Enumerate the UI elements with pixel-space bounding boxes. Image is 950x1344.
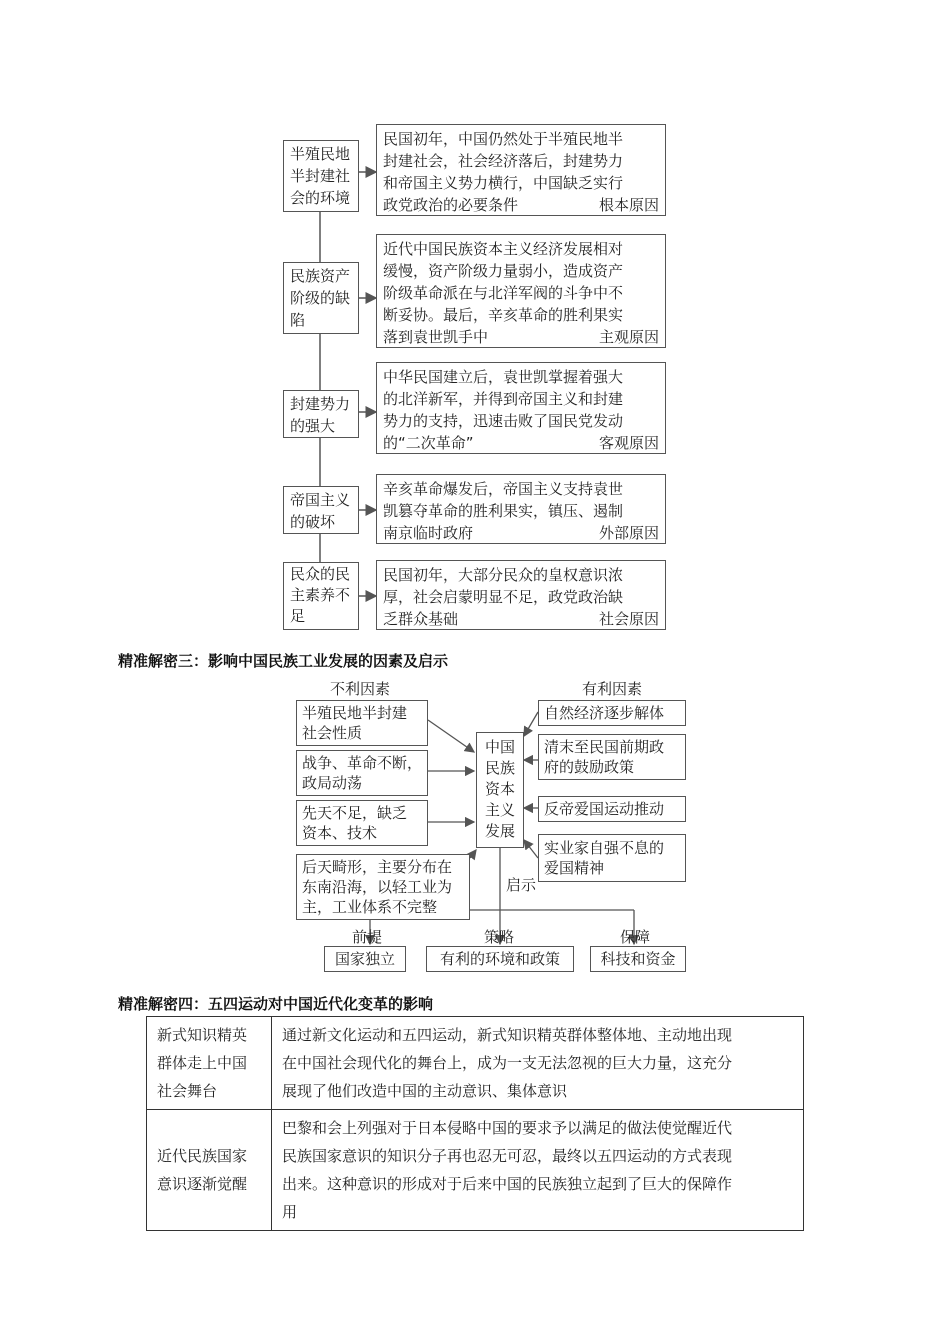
- cause-label-2: 民族资产 阶级的缺 陷: [283, 262, 359, 334]
- cause-label-5: 民众的民 主素养不 足: [283, 562, 359, 630]
- row-content: 巴黎和会上列强对于日本侵略中国的要求予以满足的做法使觉醒近代 民族国家意识的知识分子再也忍无可忍，最终以五四运动的方式表现 出来。这种意识的形成对于后来中国的民族独立起到了巨大的保障作 用: [272, 1110, 804, 1231]
- row-title: 新式知识精英 群体走上中国 社会舞台: [147, 1017, 272, 1110]
- branch-result-2: 有利的环境和政策: [426, 946, 574, 972]
- cause-label-4: 帝国主义 的破坏: [283, 486, 359, 534]
- cause-last-3: 的“二次革命”: [383, 434, 474, 452]
- impact-table: [146, 1016, 804, 1231]
- cause-desc-4: 辛亥革命爆发后，帝国主义支持袁世 凯篡夺革命的胜利果实，镇压、遏制 南京临时政府 外部原因: [376, 474, 666, 544]
- favorable-item: 实业家自强不息的 爱国精神: [538, 834, 686, 882]
- favorable-item: 反帝爱国运动推动: [538, 796, 686, 822]
- cause-last-1: 政党政治的必要条件: [383, 196, 519, 214]
- cause-label-3: 封建势力 的强大: [283, 390, 359, 438]
- cause-desc-5: 民国初年，大部分民众的皇权意识浓 厚，社会启蒙明显不足，政党政治缺 乏群众基础 社会原因: [376, 560, 666, 630]
- cause-desc-1: 民国初年，中国仍然处于半殖民地半 封建社会，社会经济落后，封建势力 和帝国主义势力横行，中国缺乏实行 政党政治的必要条件 根本原因: [376, 124, 666, 216]
- cause-last-4: 南京临时政府: [383, 524, 474, 542]
- cause-result-4: 外部原因: [598, 524, 659, 542]
- branch-result-3: 科技和资金: [590, 946, 686, 972]
- section4-heading: 精准解密四：五四运动对中国近代化变革的影响: [118, 995, 434, 1013]
- table-row: [147, 1110, 804, 1231]
- cause-last-2: 落到袁世凯手中: [383, 328, 489, 346]
- row-content: 通过新文化运动和五四运动，新式知识精英群体整体地、主动地出现 在中国社会现代化的舞台上，成为一支无法忽视的巨大力量，这充分 展现了他们改造中国的主动意识、集体意识: [272, 1017, 804, 1110]
- cause-result-1: 根本原因: [598, 196, 659, 214]
- center-box: 中国 民族 资本 主义 发展: [476, 732, 524, 848]
- cause-result-3: 客观原因: [598, 434, 659, 452]
- unfavorable-item: 战争、革命不断， 政局动荡: [296, 750, 428, 796]
- cause-desc-2: 近代中国民族资本主义经济发展相对 缓慢，资产阶级力量弱小，造成资产 阶级革命派在与北洋军阀的斗争中不 断妥协。最后，辛亥革命的胜利果实 落到袁世凯手中 主观原因: [376, 234, 666, 348]
- branch-label-1: 前提: [352, 928, 383, 946]
- unfavorable-item: 后天畸形，主要分布在 东南沿海，以轻工业为 主，工业体系不完整: [296, 854, 470, 920]
- cause-last-5: 乏群众基础: [383, 610, 459, 628]
- favorable-item: 自然经济逐步解体: [538, 700, 686, 726]
- branch-label-3: 保障: [620, 928, 651, 946]
- branch-result-1: 国家独立: [324, 946, 406, 972]
- favorable-title: 有利因素: [582, 680, 643, 698]
- cause-result-5: 社会原因: [598, 610, 659, 628]
- unfavorable-title: 不利因素: [330, 680, 391, 698]
- unfavorable-item: 半殖民地半封建 社会性质: [296, 700, 428, 746]
- unfavorable-item: 先天不足，缺乏 资本、技术: [296, 800, 428, 846]
- cause-desc-3: 中华民国建立后，袁世凯掌握着强大 的北洋新军，并得到帝国主义和封建 势力的支持，迅速击败了国民党发动 的“二次革命” 客观原因: [376, 362, 666, 454]
- row-title: 近代民族国家 意识逐渐觉醒: [147, 1110, 272, 1231]
- section3-heading: 精准解密三：影响中国民族工业发展的因素及启示: [118, 652, 449, 670]
- enlightenment-label: 启示: [506, 876, 537, 894]
- cause-result-2: 主观原因: [598, 328, 659, 346]
- branch-label-2: 策略: [484, 928, 515, 946]
- table-row: [147, 1017, 804, 1110]
- favorable-item: 清末至民国前期政 府的鼓励政策: [538, 734, 686, 780]
- cause-label-1: 半殖民地 半封建社 会的环境: [283, 140, 359, 212]
